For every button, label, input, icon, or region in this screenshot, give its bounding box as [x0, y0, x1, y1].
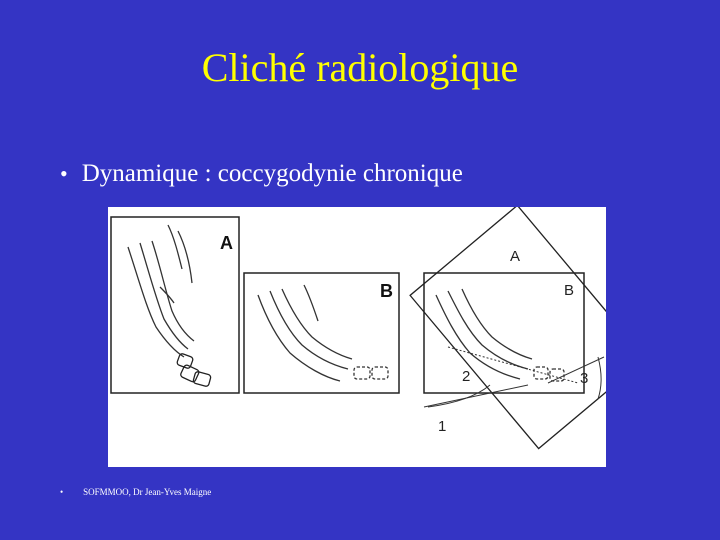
panel-b-sacrum-drawing [258, 285, 352, 381]
slide-title: Cliché radiologique [201, 45, 519, 90]
bullet-text: Dynamique : coccygodynie chronique [81, 160, 463, 187]
footer-bullet-icon: • [60, 487, 64, 497]
overlay-a-label: A [510, 248, 521, 265]
panel-b-label: B [380, 281, 393, 301]
overlay-sacrum-drawing [436, 289, 532, 379]
panel-b-frame [244, 273, 399, 393]
angle-1-label: 1 [438, 418, 447, 435]
angle-2-label: 2 [462, 368, 471, 385]
panel-a-sacrum-drawing [128, 225, 194, 357]
footer-item [60, 487, 211, 497]
footer-text: SOFMMOO, Dr Jean-Yves Maigne [83, 487, 212, 497]
angle-3-label: 3 [580, 370, 589, 387]
bullet-item [60, 160, 463, 188]
radiograph-diagram [108, 207, 606, 467]
overlay-rotated-frame [410, 207, 606, 449]
overlay-coccyx-segments [534, 367, 564, 381]
panel-a-coccyx-segments [176, 353, 211, 387]
overlay-b-label: B [564, 282, 575, 299]
panel-a-label: A [220, 233, 233, 253]
bullet-dot-icon: • [60, 161, 68, 186]
diagram-drawing [108, 207, 606, 467]
panel-b-coccyx-segments [354, 367, 388, 379]
